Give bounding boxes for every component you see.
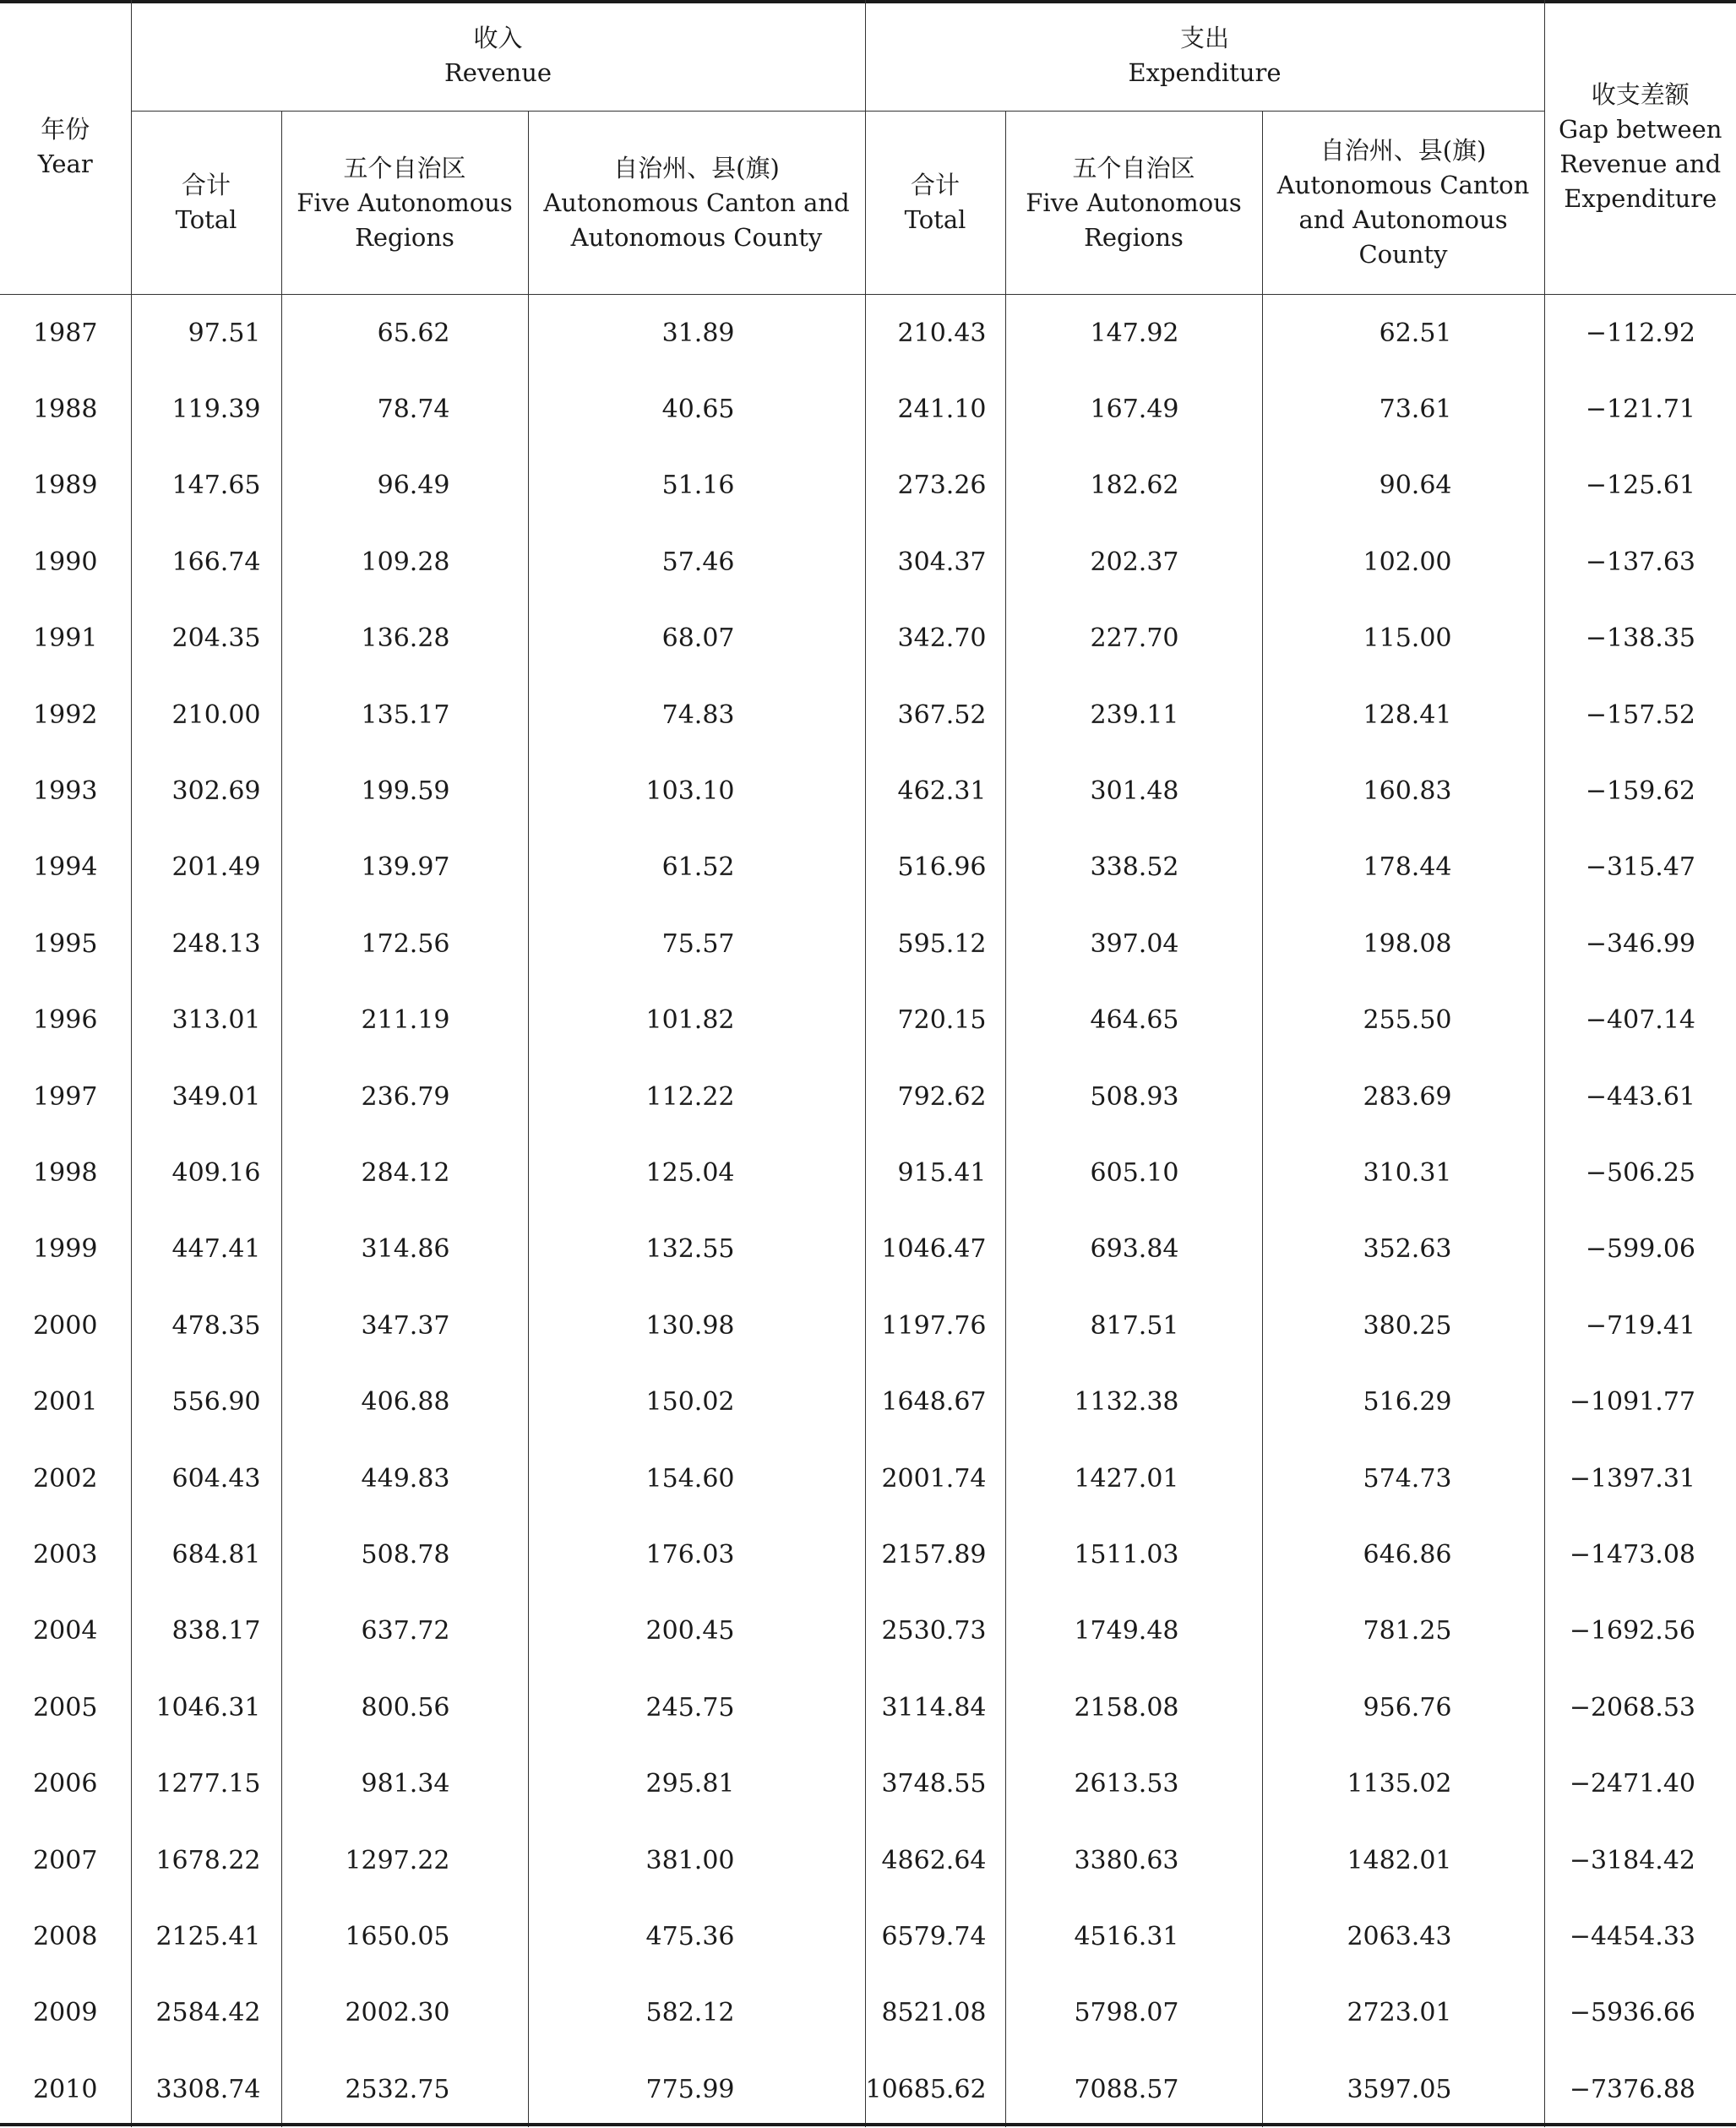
table-row: [0, 753, 1736, 829]
expenditure-canton-county-cell: 115.00: [1262, 601, 1544, 677]
revenue-total-cell: 119.39: [131, 371, 281, 447]
revenue-five-regions-cell: 2532.75: [281, 2051, 528, 2127]
table-row: [0, 2051, 1736, 2127]
expenditure-canton-county-cell: 178.44: [1262, 830, 1544, 906]
expenditure-canton-county-cell: 352.63: [1262, 1211, 1544, 1287]
expenditure-header: [865, 0, 1544, 112]
expenditure-canton-county-cell: 646.86: [1262, 1516, 1544, 1592]
gap-cell: −315.47: [1544, 830, 1736, 906]
table-row: [0, 830, 1736, 906]
expenditure-canton-county-header-en-line1: Autonomous Canton: [1276, 171, 1530, 199]
revenue-total-cell: 2125.41: [131, 1898, 281, 1974]
expenditure-five-regions-cell: 301.48: [1005, 753, 1262, 829]
revenue-header-zh: 收入: [473, 23, 523, 52]
revenue-canton-county-cell: 154.60: [528, 1440, 865, 1516]
revenue-total-cell: 166.74: [131, 524, 281, 600]
expenditure-total-cell: 1648.67: [865, 1363, 1005, 1440]
revenue-canton-county-cell: 51.16: [528, 448, 865, 524]
revenue-canton-county-cell: 582.12: [528, 1975, 865, 2051]
table-row: [0, 906, 1736, 982]
expenditure-five-regions-cell: 1749.48: [1005, 1593, 1262, 1669]
year-cell: 1991: [33, 623, 98, 654]
gap-cell: −1473.08: [1544, 1516, 1736, 1592]
revenue-canton-county-cell: 68.07: [528, 601, 865, 677]
table-row: [0, 1669, 1736, 1745]
expenditure-canton-county-cell: 90.64: [1262, 448, 1544, 524]
expenditure-five-regions-cell: 1511.03: [1005, 1516, 1262, 1592]
gap-cell: −5936.66: [1544, 1975, 1736, 2051]
table-row: [0, 1135, 1736, 1211]
revenue-five-regions-cell: 508.78: [281, 1516, 528, 1592]
year-header-zh: 年份: [41, 115, 90, 144]
revenue-canton-county-cell: 176.03: [528, 1516, 865, 1592]
expenditure-header-zh: 支出: [1180, 23, 1230, 52]
expenditure-canton-county-cell: 73.61: [1262, 371, 1544, 447]
revenue-total-cell: 1678.22: [131, 1822, 281, 1898]
gap-cell: −137.63: [1544, 524, 1736, 600]
expenditure-canton-county-cell: 516.29: [1262, 1363, 1544, 1440]
revenue-five-regions-cell: 981.34: [281, 1745, 528, 1821]
expenditure-five-regions-cell: 2613.53: [1005, 1745, 1262, 1821]
expenditure-canton-county-cell: 102.00: [1262, 524, 1544, 600]
table-row: [0, 1287, 1736, 1363]
year-cell: 2000: [33, 1310, 98, 1341]
table-row: [0, 1516, 1736, 1592]
revenue-total-cell: 838.17: [131, 1593, 281, 1669]
year-cell: 2007: [33, 1845, 98, 1875]
year-cell: 2003: [33, 1539, 98, 1570]
revenue-canton-county-cell: 132.55: [528, 1211, 865, 1287]
table-row: [0, 601, 1736, 677]
expenditure-five-regions-cell: 693.84: [1005, 1211, 1262, 1287]
table-row: [0, 448, 1736, 524]
revenue-total-cell: 210.00: [131, 677, 281, 753]
revenue-five-regions-header-en-line1: Five Autonomous: [297, 188, 513, 217]
revenue-canton-county-cell: 112.22: [528, 1059, 865, 1135]
revenue-canton-county-cell: 101.82: [528, 982, 865, 1059]
revenue-total-cell: 478.35: [131, 1287, 281, 1363]
revenue-five-regions-cell: 314.86: [281, 1211, 528, 1287]
revenue-five-regions-cell: 78.74: [281, 371, 528, 447]
revenue-five-regions-cell: 199.59: [281, 753, 528, 829]
year-cell: 1989: [33, 471, 98, 501]
year-cell: 1992: [33, 699, 98, 730]
expenditure-total-cell: 2001.74: [865, 1440, 1005, 1516]
expenditure-canton-county-cell: 255.50: [1262, 982, 1544, 1059]
expenditure-total-cell: 6579.74: [865, 1898, 1005, 1974]
expenditure-total-cell: 241.10: [865, 371, 1005, 447]
expenditure-total-cell: 10685.62: [865, 2051, 1005, 2127]
expenditure-canton-county-header-en-line3: County: [1358, 240, 1448, 269]
revenue-five-regions-cell: 2002.30: [281, 1975, 528, 2051]
revenue-total-header: [131, 112, 281, 295]
revenue-five-regions-cell: 65.62: [281, 295, 528, 372]
expenditure-canton-county-cell: 2723.01: [1262, 1975, 1544, 2051]
table-bottom-rule: [0, 2123, 1736, 2126]
revenue-five-regions-cell: 135.17: [281, 677, 528, 753]
year-cell: 1996: [33, 1005, 98, 1036]
expenditure-five-regions-cell: 338.52: [1005, 830, 1262, 906]
expenditure-five-regions-cell: 3380.63: [1005, 1822, 1262, 1898]
gap-cell: −4454.33: [1544, 1898, 1736, 1974]
expenditure-canton-county-cell: 1135.02: [1262, 1745, 1544, 1821]
revenue-five-regions-cell: 109.28: [281, 524, 528, 600]
year-cell: 2009: [33, 1998, 98, 2028]
year-cell: 2008: [33, 1921, 98, 1951]
expenditure-header-en: Expenditure: [1128, 57, 1282, 87]
expenditure-canton-county-cell: 3597.05: [1262, 2051, 1544, 2127]
revenue-canton-county-cell: 200.45: [528, 1593, 865, 1669]
expenditure-total-cell: 516.96: [865, 830, 1005, 906]
year-cell: 1997: [33, 1081, 98, 1112]
gap-cell: −159.62: [1544, 753, 1736, 829]
gap-cell: −112.92: [1544, 295, 1736, 372]
revenue-canton-county-cell: 61.52: [528, 830, 865, 906]
expenditure-five-regions-cell: 1132.38: [1005, 1363, 1262, 1440]
expenditure-five-regions-cell: 4516.31: [1005, 1898, 1262, 1974]
revenue-total-cell: 97.51: [131, 295, 281, 372]
revenue-total-cell: 1046.31: [131, 1669, 281, 1745]
revenue-five-regions-cell: 1650.05: [281, 1898, 528, 1974]
expenditure-total-cell: 1046.47: [865, 1211, 1005, 1287]
table-header: [0, 0, 1736, 295]
year-cell: 2006: [33, 1769, 98, 1799]
revenue-canton-county-header-zh: 自治州、县(旗): [613, 153, 780, 182]
expenditure-total-cell: 367.52: [865, 677, 1005, 753]
expenditure-total-cell: 915.41: [865, 1135, 1005, 1211]
revenue-header-en: Revenue: [444, 57, 552, 87]
year-cell: 1999: [33, 1234, 98, 1265]
gap-cell: −125.61: [1544, 448, 1736, 524]
revenue-canton-county-cell: 150.02: [528, 1363, 865, 1440]
gap-cell: −506.25: [1544, 1135, 1736, 1211]
gap-header-en-line1: Gap between: [1559, 115, 1722, 144]
expenditure-five-regions-cell: 2158.08: [1005, 1669, 1262, 1745]
expenditure-total-cell: 342.70: [865, 601, 1005, 677]
gap-cell: −1091.77: [1544, 1363, 1736, 1440]
table-row: [0, 1059, 1736, 1135]
year-cell: 2001: [33, 1387, 98, 1418]
gap-cell: −121.71: [1544, 371, 1736, 447]
table-row: [0, 1593, 1736, 1669]
revenue-canton-county-cell: 125.04: [528, 1135, 865, 1211]
expenditure-five-regions-header-en-line1: Five Autonomous: [1026, 188, 1242, 217]
revenue-total-cell: 604.43: [131, 1440, 281, 1516]
expenditure-total-cell: 1197.76: [865, 1287, 1005, 1363]
expenditure-total-header: [865, 112, 1005, 295]
revenue-canton-county-cell: 103.10: [528, 753, 865, 829]
revenue-total-cell: 201.49: [131, 830, 281, 906]
gap-cell: −346.99: [1544, 906, 1736, 982]
revenue-total-header-en: Total: [175, 205, 237, 234]
expenditure-total-cell: 462.31: [865, 753, 1005, 829]
expenditure-total-cell: 273.26: [865, 448, 1005, 524]
revenue-canton-county-cell: 130.98: [528, 1287, 865, 1363]
table-row: [0, 524, 1736, 600]
gap-cell: −599.06: [1544, 1211, 1736, 1287]
year-header-en: Year: [37, 150, 93, 178]
revenue-total-cell: 248.13: [131, 906, 281, 982]
revenue-five-regions-header: [281, 112, 528, 295]
table-row: [0, 1440, 1736, 1516]
gap-cell: −407.14: [1544, 982, 1736, 1059]
gap-cell: −157.52: [1544, 677, 1736, 753]
expenditure-five-regions-header-zh: 五个自治区: [1072, 153, 1195, 182]
year-cell: 1994: [33, 852, 98, 883]
year-cell: 1990: [33, 547, 98, 577]
expenditure-total-cell: 792.62: [865, 1059, 1005, 1135]
revenue-canton-county-header-en-line2: Autonomous County: [570, 222, 823, 252]
expenditure-canton-county-header: [1262, 112, 1544, 295]
expenditure-canton-county-header-en-line2: and Autonomous: [1298, 205, 1508, 234]
revenue-five-regions-cell: 406.88: [281, 1363, 528, 1440]
expenditure-five-regions-cell: 817.51: [1005, 1287, 1262, 1363]
revenue-canton-county-cell: 74.83: [528, 677, 865, 753]
expenditure-five-regions-cell: 508.93: [1005, 1059, 1262, 1135]
expenditure-total-cell: 4862.64: [865, 1822, 1005, 1898]
revenue-canton-county-cell: 775.99: [528, 2051, 865, 2127]
table-row: [0, 1975, 1736, 2051]
year-header: [0, 0, 131, 295]
expenditure-canton-county-cell: 283.69: [1262, 1059, 1544, 1135]
expenditure-total-header-en: Total: [904, 205, 966, 234]
expenditure-total-cell: 2157.89: [865, 1516, 1005, 1592]
revenue-five-regions-cell: 800.56: [281, 1669, 528, 1745]
expenditure-five-regions-header-en-line2: Regions: [1084, 222, 1184, 252]
expenditure-five-regions-cell: 202.37: [1005, 524, 1262, 600]
gap-cell: −2471.40: [1544, 1745, 1736, 1821]
revenue-five-regions-cell: 211.19: [281, 982, 528, 1059]
gap-cell: −2068.53: [1544, 1669, 1736, 1745]
expenditure-canton-county-cell: 62.51: [1262, 295, 1544, 372]
expenditure-total-cell: 720.15: [865, 982, 1005, 1059]
table-row: [0, 1745, 1736, 1821]
revenue-total-cell: 3308.74: [131, 2051, 281, 2127]
revenue-five-regions-cell: 172.56: [281, 906, 528, 982]
expenditure-total-header-zh: 合计: [910, 171, 960, 199]
table-body: [0, 295, 1736, 2128]
table-row: [0, 677, 1736, 753]
expenditure-total-cell: 3114.84: [865, 1669, 1005, 1745]
gap-cell: −138.35: [1544, 601, 1736, 677]
gap-header-zh: 收支差额: [1591, 80, 1690, 109]
expenditure-total-cell: 595.12: [865, 906, 1005, 982]
revenue-five-regions-cell: 347.37: [281, 1287, 528, 1363]
gap-header-en-line2: Revenue and: [1559, 150, 1722, 178]
revenue-canton-county-cell: 295.81: [528, 1745, 865, 1821]
expenditure-canton-county-cell: 781.25: [1262, 1593, 1544, 1669]
gap-cell: −1397.31: [1544, 1440, 1736, 1516]
expenditure-canton-county-cell: 198.08: [1262, 906, 1544, 982]
revenue-canton-county-header: [528, 112, 865, 295]
revenue-five-regions-cell: 449.83: [281, 1440, 528, 1516]
expenditure-five-regions-cell: 239.11: [1005, 677, 1262, 753]
table-row: [0, 1211, 1736, 1287]
revenue-total-cell: 313.01: [131, 982, 281, 1059]
expenditure-total-cell: 2530.73: [865, 1593, 1005, 1669]
expenditure-five-regions-cell: 464.65: [1005, 982, 1262, 1059]
revenue-total-cell: 447.41: [131, 1211, 281, 1287]
expenditure-five-regions-cell: 7088.57: [1005, 2051, 1262, 2127]
revenue-five-regions-cell: 1297.22: [281, 1822, 528, 1898]
expenditure-canton-county-cell: 160.83: [1262, 753, 1544, 829]
revenue-five-regions-header-en-line2: Regions: [355, 222, 454, 252]
table-row: [0, 1898, 1736, 1974]
expenditure-five-regions-cell: 167.49: [1005, 371, 1262, 447]
revenue-five-regions-cell: 284.12: [281, 1135, 528, 1211]
revenue-five-regions-cell: 139.97: [281, 830, 528, 906]
revenue-total-cell: 684.81: [131, 1516, 281, 1592]
revenue-canton-county-cell: 475.36: [528, 1898, 865, 1974]
year-cell: 2002: [33, 1463, 98, 1494]
revenue-total-cell: 204.35: [131, 601, 281, 677]
gap-header: [1544, 0, 1736, 295]
expenditure-canton-county-cell: 1482.01: [1262, 1822, 1544, 1898]
expenditure-canton-county-cell: 2063.43: [1262, 1898, 1544, 1974]
revenue-five-regions-cell: 236.79: [281, 1059, 528, 1135]
revenue-total-cell: 409.16: [131, 1135, 281, 1211]
revenue-canton-county-cell: 40.65: [528, 371, 865, 447]
year-cell: 2005: [33, 1692, 98, 1723]
revenue-canton-county-cell: 57.46: [528, 524, 865, 600]
revenue-five-regions-header-zh: 五个自治区: [343, 153, 466, 182]
expenditure-total-cell: 3748.55: [865, 1745, 1005, 1821]
revenue-total-cell: 302.69: [131, 753, 281, 829]
revenue-total-cell: 2584.42: [131, 1975, 281, 2051]
revenue-total-cell: 556.90: [131, 1363, 281, 1440]
gap-cell: −719.41: [1544, 1287, 1736, 1363]
expenditure-total-cell: 8521.08: [865, 1975, 1005, 2051]
gap-cell: −7376.88: [1544, 2051, 1736, 2127]
revenue-five-regions-cell: 136.28: [281, 601, 528, 677]
expenditure-canton-county-header-zh: 自治州、县(旗): [1320, 136, 1487, 165]
table-row: [0, 1822, 1736, 1898]
expenditure-five-regions-cell: 182.62: [1005, 448, 1262, 524]
revenue-canton-county-cell: 381.00: [528, 1822, 865, 1898]
revenue-canton-county-cell: 75.57: [528, 906, 865, 982]
expenditure-canton-county-cell: 310.31: [1262, 1135, 1544, 1211]
year-cell: 2010: [33, 2074, 98, 2104]
revenue-canton-county-cell: 245.75: [528, 1669, 865, 1745]
expenditure-five-regions-cell: 227.70: [1005, 601, 1262, 677]
year-cell: 2004: [33, 1616, 98, 1646]
expenditure-canton-county-cell: 128.41: [1262, 677, 1544, 753]
revenue-header: [131, 0, 865, 112]
year-cell: 1995: [33, 928, 98, 959]
expenditure-canton-county-cell: 956.76: [1262, 1669, 1544, 1745]
expenditure-canton-county-cell: 380.25: [1262, 1287, 1544, 1363]
revenue-five-regions-cell: 96.49: [281, 448, 528, 524]
year-cell: 1998: [33, 1157, 98, 1188]
expenditure-five-regions-cell: 1427.01: [1005, 1440, 1262, 1516]
expenditure-five-regions-cell: 605.10: [1005, 1135, 1262, 1211]
year-cell: 1987: [33, 318, 98, 348]
revenue-total-cell: 349.01: [131, 1059, 281, 1135]
expenditure-total-cell: 304.37: [865, 524, 1005, 600]
expenditure-five-regions-cell: 5798.07: [1005, 1975, 1262, 2051]
revenue-total-cell: 1277.15: [131, 1745, 281, 1821]
expenditure-five-regions-cell: 147.92: [1005, 295, 1262, 372]
gap-header-en-line3: Expenditure: [1564, 184, 1717, 213]
table-row: [0, 1363, 1736, 1440]
table-row: [0, 982, 1736, 1059]
table-row: [0, 295, 1736, 372]
expenditure-total-cell: 210.43: [865, 295, 1005, 372]
revenue-canton-county-header-en-line1: Autonomous Canton and: [543, 188, 850, 217]
year-cell: 1993: [33, 776, 98, 807]
gap-cell: −443.61: [1544, 1059, 1736, 1135]
gap-cell: −3184.42: [1544, 1822, 1736, 1898]
revenue-canton-county-cell: 31.89: [528, 295, 865, 372]
table-row: [0, 371, 1736, 447]
revenue-five-regions-cell: 637.72: [281, 1593, 528, 1669]
year-cell: 1988: [33, 395, 98, 425]
expenditure-five-regions-cell: 397.04: [1005, 906, 1262, 982]
gap-cell: −1692.56: [1544, 1593, 1736, 1669]
expenditure-five-regions-header: [1005, 112, 1262, 295]
revenue-total-cell: 147.65: [131, 448, 281, 524]
expenditure-canton-county-cell: 574.73: [1262, 1440, 1544, 1516]
revenue-total-header-zh: 合计: [181, 171, 231, 199]
